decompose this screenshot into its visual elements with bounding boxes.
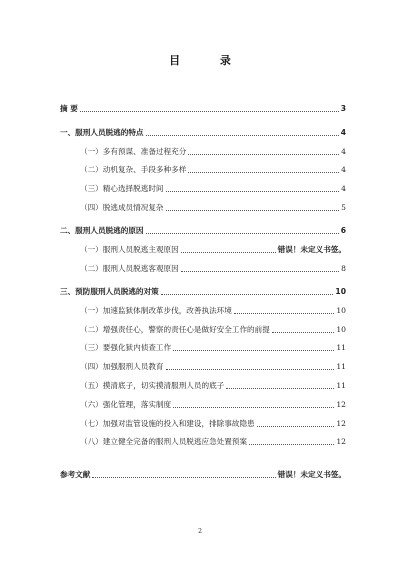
toc-entry-page: 11 bbox=[336, 343, 346, 352]
toc-entry[interactable] bbox=[60, 222, 346, 236]
dot-leader bbox=[181, 252, 276, 253]
dot-leader bbox=[234, 313, 334, 314]
toc-entry-error: 错误！未定义书签。 bbox=[277, 470, 346, 479]
toc-entry[interactable] bbox=[60, 466, 346, 480]
dot-leader bbox=[188, 172, 339, 173]
dot-leader bbox=[173, 350, 334, 351]
toc-entry[interactable] bbox=[60, 358, 346, 372]
toc-entry-title: 三、预防服刑人员脱逃的对策 bbox=[60, 287, 159, 296]
toc-entry-title: （二）动机复杂、手段多种多样 bbox=[80, 165, 187, 174]
toc-entry-title: （二）增强责任心，警察的责任心是做好安全工作的前提 bbox=[80, 325, 270, 334]
toc-entry-title: （三）要强化狱内侦查工作 bbox=[80, 343, 172, 352]
dot-leader bbox=[146, 135, 339, 136]
toc-entry-title: （六）强化管理，落实制度 bbox=[80, 400, 172, 409]
dot-leader bbox=[161, 294, 334, 295]
toc-entry[interactable] bbox=[60, 260, 346, 274]
toc-entry-page: 10 bbox=[336, 306, 346, 315]
toc-entry-title: （四）加强服刑人员教育 bbox=[80, 362, 164, 371]
toc-entry-title: 摘 要 bbox=[60, 104, 78, 113]
dot-leader bbox=[80, 111, 339, 112]
toc-entry-page: 11 bbox=[336, 362, 346, 371]
toc-entry-page: 4 bbox=[341, 147, 346, 156]
toc-entry[interactable] bbox=[60, 143, 346, 157]
dot-leader bbox=[92, 477, 275, 478]
toc-entry-page: 11 bbox=[336, 381, 346, 390]
toc-entry[interactable] bbox=[60, 396, 346, 410]
toc-entry[interactable] bbox=[60, 433, 346, 447]
dot-leader bbox=[272, 332, 334, 333]
toc-entry[interactable] bbox=[60, 100, 346, 114]
toc-entry-title: 参考文献 bbox=[60, 470, 91, 479]
dot-leader bbox=[166, 210, 340, 211]
page-number: 2 bbox=[198, 528, 202, 535]
toc-entry[interactable] bbox=[60, 302, 346, 316]
toc-entry-page: 12 bbox=[336, 437, 346, 446]
toc-entry[interactable] bbox=[60, 339, 346, 353]
dot-leader bbox=[188, 154, 339, 155]
toc-entry[interactable] bbox=[60, 124, 346, 138]
toc-entry-page: 6 bbox=[340, 226, 346, 235]
toc-entry-page: 12 bbox=[336, 400, 346, 409]
toc-entry-title: 二、服刑人员脱逃的原因 bbox=[60, 226, 144, 235]
toc-entry[interactable] bbox=[60, 321, 346, 335]
toc-entry[interactable] bbox=[60, 283, 346, 297]
dot-leader bbox=[249, 444, 334, 445]
toc-entry[interactable] bbox=[60, 415, 346, 429]
dot-leader bbox=[181, 271, 339, 272]
toc-entry-title: （一）多有预谋、准备过程充分 bbox=[80, 147, 187, 156]
toc-entry[interactable] bbox=[60, 199, 346, 213]
toc-entry[interactable] bbox=[60, 161, 346, 175]
dot-leader bbox=[226, 388, 334, 389]
toc-entry-title: （一）服刑人员脱逃主观原因 bbox=[80, 245, 179, 254]
toc-title: 目 录 bbox=[169, 54, 249, 67]
toc-entry-page: 10 bbox=[335, 287, 346, 296]
toc-entry-title: （四）脱逃成员情况复杂 bbox=[80, 203, 164, 212]
toc-entry-title: （一）加速监狱体制改革步伐，改善执法环境 bbox=[80, 306, 232, 315]
dot-leader bbox=[146, 233, 339, 234]
toc-entry-title: （二）服刑人员脱逃客观原因 bbox=[80, 264, 179, 273]
toc-entry-page: 12 bbox=[336, 419, 346, 428]
dot-leader bbox=[166, 369, 335, 370]
toc-entry-page: 3 bbox=[340, 104, 346, 113]
toc-entry-title: （五）摸清底子，切实摸清服刑人员的底子 bbox=[80, 381, 225, 390]
dot-leader bbox=[257, 426, 335, 427]
toc-entry-page: 5 bbox=[341, 203, 346, 212]
toc-entry-title: 一、服刑人员脱逃的特点 bbox=[60, 128, 144, 137]
toc-entry-page: 8 bbox=[341, 264, 346, 273]
toc-entry-title: （七）加强对监管设施的投入和建设，排除事故隐患 bbox=[80, 419, 255, 428]
toc-entry-title: （三）精心选择脱逃时间 bbox=[80, 184, 164, 193]
toc-entry[interactable] bbox=[60, 180, 346, 194]
dot-leader bbox=[173, 407, 334, 408]
toc-entry-title: （八）建立健全完备的服刑人员脱逃应急处置预案 bbox=[80, 437, 248, 446]
toc-entry[interactable] bbox=[60, 377, 346, 391]
dot-leader bbox=[166, 191, 340, 192]
toc-entry-page: 4 bbox=[340, 128, 346, 137]
toc-entry[interactable] bbox=[60, 241, 346, 255]
toc-entry-page: 10 bbox=[336, 325, 346, 334]
toc-entry-error: 错误！未定义书签。 bbox=[277, 245, 346, 254]
toc-entry-page: 4 bbox=[341, 165, 346, 174]
toc-entry-page: 4 bbox=[341, 184, 346, 193]
